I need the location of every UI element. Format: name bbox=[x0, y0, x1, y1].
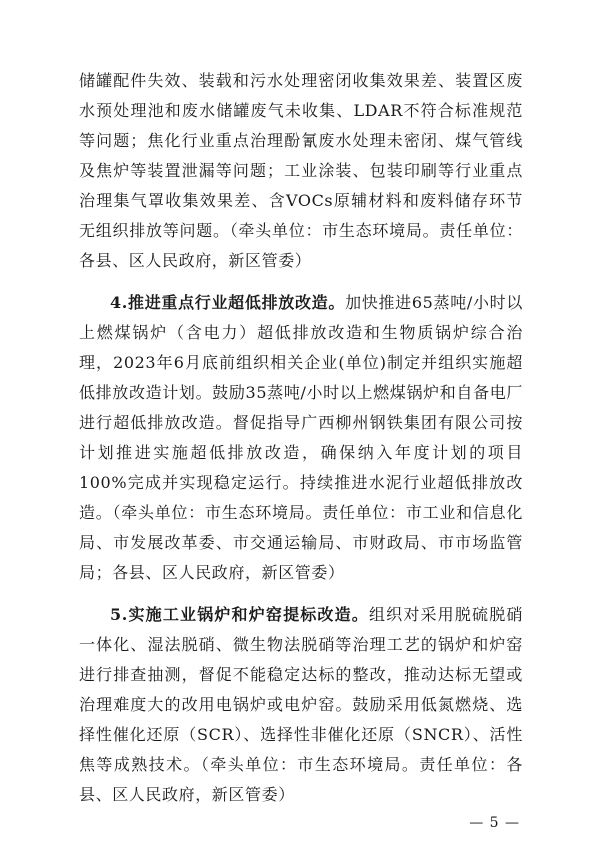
paragraph-ultra-low-emission bbox=[79, 288, 523, 588]
page-number: — 5 — bbox=[469, 815, 520, 831]
paragraph-boiler-upgrade bbox=[79, 600, 523, 810]
paragraph-heading: 4.推进重点行业超低排放改造。 bbox=[110, 293, 346, 312]
paragraph-text: 储罐配件失效、装载和污水处理密闭收集效果差、装置区废水预处理池和废水储罐废气未收集、LDAR不符合标准规范等问题；焦化行业重点治理酚氰废水处理未密闭、煤气管线及焦炉等装置泄漏等问题；工业涂装、包装印刷等行业重点治理集气罩收集效果差、含VOCs原辅材料和废料储存环节无组织排放等问题。（牵头单位：市生态环境局。责任单位：各县、区人民政府，新区管委） bbox=[79, 71, 523, 270]
paragraph-heading: 5.实施工业锅炉和炉窑提标改造。 bbox=[110, 605, 369, 624]
paragraph-text: 组织对采用脱硫脱硝一体化、湿法脱硝、微生物法脱硝等治理工艺的锅炉和炉窑进行排查抽测，督促不能稳定达标的整改，推动达标无望或治理难度大的改用电锅炉或电炉窑。鼓励采用低氮燃烧、选择性催化还原（SCR）、选择性非催化还原（SNCR）、活性焦等成熟技术。（牵头单位：市生态环境局。责任单位：各县、区人民政府，新区管委） bbox=[79, 605, 523, 804]
document-body bbox=[79, 66, 523, 810]
paragraph-continued bbox=[79, 66, 523, 276]
paragraph-text: 加快推进65蒸吨/小时以上燃煤锅炉（含电力）超低排放改造和生物质锅炉综合治理，2023年6月底前组织相关企业(单位)制定并组织实施超低排放改造计划。鼓励35蒸吨/小时以上燃煤锅炉和自备电厂进行超低排放改造。督促指导广西柳州钢铁集团有限公司按计划推进实施超低排放改造，确保纳入年度计划的项目100%完成并实现稳定运行。持续推进水泥行业超低排放改造。（牵头单位：市生态环境局。责任单位：市工业和信息化局、市发展改革委、市交通运输局、市财政局、市市场监管局；各县、区人民政府，新区管委） bbox=[79, 293, 523, 582]
